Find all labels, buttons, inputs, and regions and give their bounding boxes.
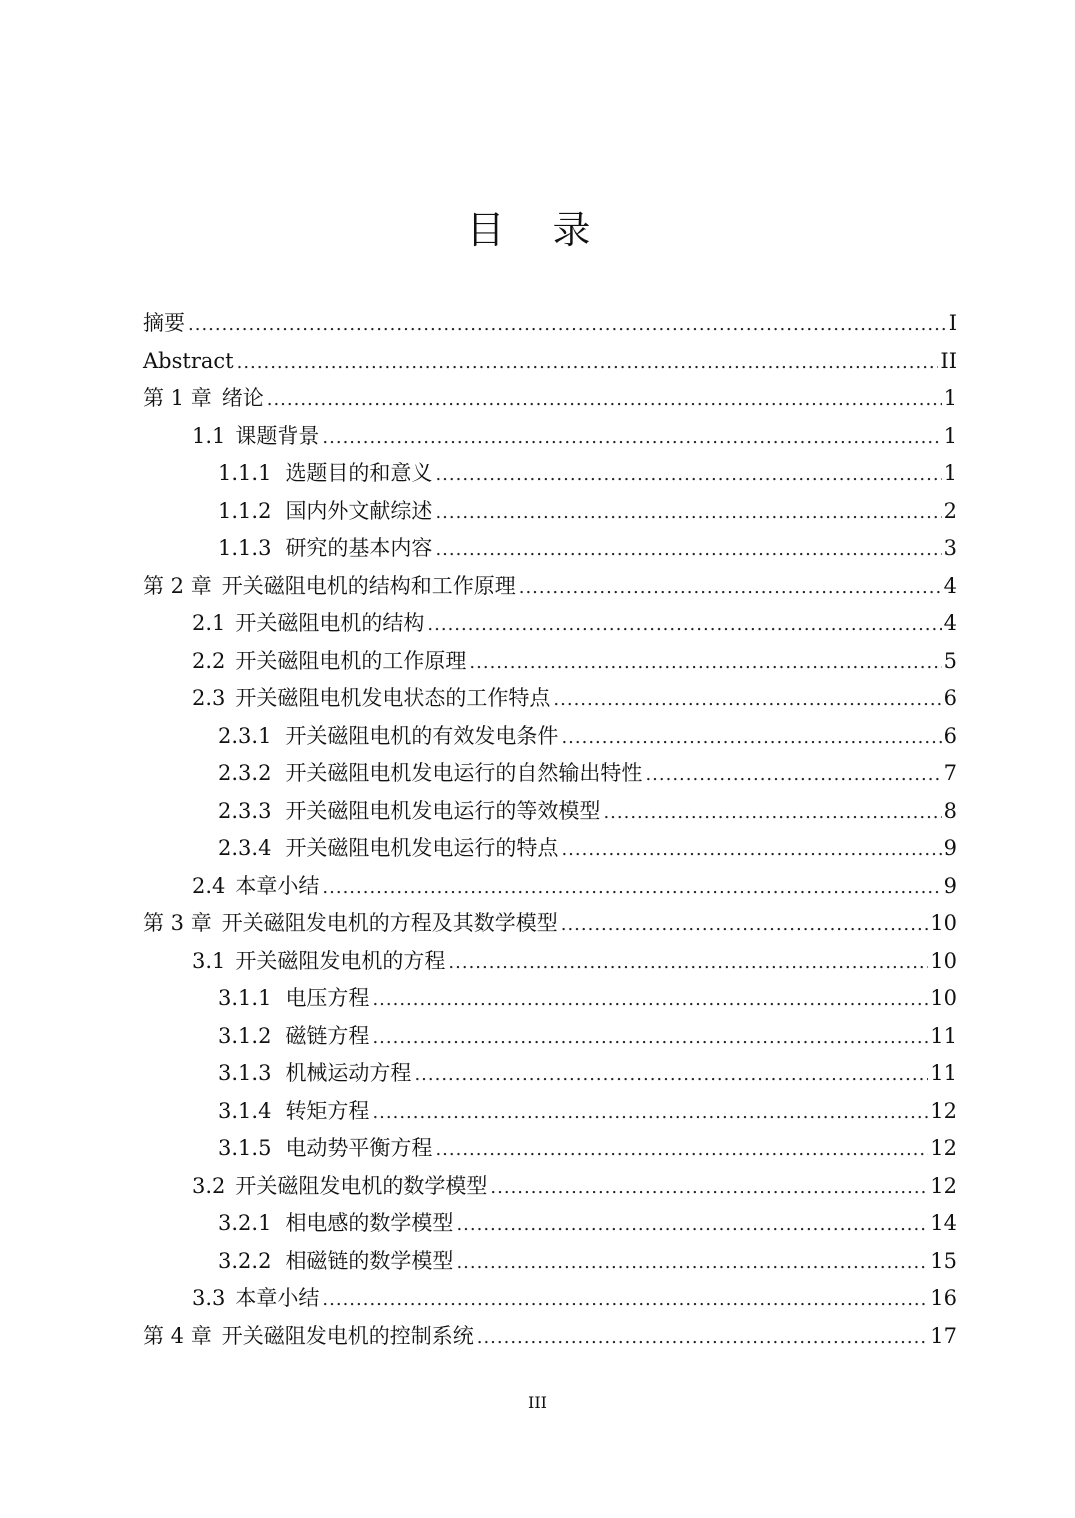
entry-page: 12 [930, 1173, 957, 1198]
dot-leader [456, 1206, 928, 1244]
toc-entry-1-1-3[interactable] [143, 530, 957, 568]
entry-number: 2.3.1 [218, 723, 272, 748]
dot-leader [469, 644, 941, 682]
toc-entry-2-3-2[interactable] [143, 755, 957, 793]
entry-label: 转矩方程 [285, 1098, 370, 1123]
toc-entry-1-1-2[interactable] [143, 493, 957, 531]
dot-leader [414, 1056, 928, 1094]
dot-leader [322, 1281, 928, 1319]
dot-leader [435, 494, 941, 532]
entry-number: 2.3 [192, 686, 226, 710]
entry-page: 12 [930, 1098, 957, 1123]
toc-entry-3-1-5[interactable] [143, 1130, 957, 1168]
entry-page: 14 [930, 1211, 957, 1235]
dot-leader [267, 381, 942, 419]
entry-page: 11 [930, 1061, 957, 1085]
entry-label: 开关磁阻电机发电运行的特点 [285, 836, 559, 860]
dot-leader [237, 344, 939, 382]
entry-label: 开关磁阻电机的有效发电条件 [285, 723, 559, 748]
entry-label: 开关磁阻电机的结构 [235, 611, 425, 635]
entry-label: 开关磁阻发电机的数学模型 [235, 1173, 488, 1198]
dot-leader [372, 1094, 928, 1132]
toc-entry-2-3[interactable] [143, 680, 957, 718]
toc-list [143, 305, 957, 1355]
entry-page: 5 [943, 648, 957, 673]
entry-number: 3.1.2 [218, 1023, 272, 1048]
dot-leader [372, 1019, 928, 1057]
entry-page: II [940, 348, 957, 373]
entry-number: 3.2.1 [218, 1211, 272, 1235]
entry-number: 1.1.1 [218, 461, 272, 485]
entry-page: 9 [943, 836, 957, 860]
entry-number: 3.1.5 [218, 1136, 272, 1160]
toc-entry-chapter-4[interactable] [143, 1318, 957, 1356]
toc-entry-abstract-en[interactable] [143, 343, 957, 381]
toc-entry-2-3-4[interactable] [143, 830, 957, 868]
dot-leader [435, 456, 941, 494]
entry-page: 9 [943, 873, 957, 898]
dot-leader [561, 719, 941, 757]
entry-page: 4 [943, 611, 957, 635]
entry-label: 相电感的数学模型 [285, 1211, 454, 1235]
entry-page: 6 [943, 723, 957, 748]
entry-label: 开关磁阻发电机的方程 [235, 948, 446, 973]
toc-entry-2-4[interactable] [143, 868, 957, 906]
entry-label: 课题背景 [235, 423, 320, 448]
entry-label: 机械运动方程 [285, 1061, 412, 1085]
entry-page: 17 [930, 1323, 957, 1348]
dot-leader [188, 306, 947, 344]
toc-entry-3-2[interactable] [143, 1168, 957, 1206]
footer-page-number: III [528, 1393, 547, 1412]
dot-leader [322, 419, 941, 457]
entry-number: 第 4 章 [143, 1323, 212, 1348]
entry-number: 2.3.3 [218, 798, 272, 823]
entry-page: 10 [930, 911, 957, 935]
entry-page: I [948, 311, 957, 335]
entry-page: 16 [930, 1286, 957, 1310]
entry-page: 4 [943, 573, 957, 598]
entry-page: 15 [930, 1248, 957, 1273]
dot-leader [553, 681, 941, 719]
entry-number: 1.1.3 [218, 536, 272, 560]
entry-page: 1 [943, 386, 957, 410]
entry-label: 研究的基本内容 [285, 536, 433, 560]
toc-entry-chapter-3[interactable] [143, 905, 957, 943]
entry-number: 2.4 [192, 873, 226, 898]
toc-entry-abstract-cn[interactable] [143, 305, 957, 343]
entry-number: 2.1 [192, 611, 226, 635]
dot-leader [456, 1244, 928, 1282]
entry-label: 选题目的和意义 [285, 461, 433, 485]
entry-page: 8 [943, 798, 957, 823]
toc-entry-chapter-2[interactable] [143, 568, 957, 606]
page-title: 目 录 [466, 208, 609, 252]
dot-leader [427, 606, 941, 644]
entry-label: Abstract [143, 348, 234, 373]
entry-number: 3.2.2 [218, 1248, 272, 1273]
entry-number: 2.2 [192, 648, 226, 673]
entry-page: 10 [930, 986, 957, 1010]
toc-entry-3-2-1[interactable] [143, 1205, 957, 1243]
toc-entry-2-2[interactable] [143, 643, 957, 681]
entry-number: 第 3 章 [143, 911, 212, 935]
entry-number: 2.3.2 [218, 761, 272, 785]
toc-entry-1-1-1[interactable] [143, 455, 957, 493]
toc-entry-chapter-1[interactable] [143, 380, 957, 418]
dot-leader [490, 1169, 928, 1207]
dot-leader [435, 1131, 928, 1169]
entry-label: 开关磁阻电机发电状态的工作特点 [235, 686, 551, 710]
entry-page: 1 [943, 461, 957, 485]
entry-label: 摘要 [143, 311, 185, 335]
entry-label: 电动势平衡方程 [285, 1136, 433, 1160]
entry-label: 国内外文献综述 [285, 498, 433, 523]
entry-number: 第 2 章 [143, 573, 212, 598]
entry-number: 3.1.4 [218, 1098, 272, 1123]
toc-entry-2-3-3[interactable] [143, 793, 957, 831]
dot-leader [322, 869, 941, 907]
entry-label: 开关磁阻电机的结构和工作原理 [221, 573, 516, 598]
toc-entry-3-1-2[interactable] [143, 1018, 957, 1056]
dot-leader [603, 794, 941, 832]
toc-entry-1-1[interactable] [143, 418, 957, 456]
entry-number: 3.3 [192, 1286, 226, 1310]
dot-leader [561, 831, 941, 869]
entry-page: 1 [943, 423, 957, 448]
toc-entry-3-2-2[interactable] [143, 1243, 957, 1281]
dot-leader [435, 531, 941, 569]
toc-entry-3-1-3[interactable] [143, 1055, 957, 1093]
entry-label: 电压方程 [285, 986, 370, 1010]
toc-entry-3-1-4[interactable] [143, 1093, 957, 1131]
entry-label: 开关磁阻发电机的方程及其数学模型 [221, 911, 558, 935]
entry-page: 12 [930, 1136, 957, 1160]
entry-number: 3.1.1 [218, 986, 272, 1010]
dot-leader [448, 944, 928, 982]
entry-page: 2 [943, 498, 957, 523]
entry-label: 相磁链的数学模型 [285, 1248, 454, 1273]
toc-entry-2-3-1[interactable] [143, 718, 957, 756]
dot-leader [561, 906, 929, 944]
toc-entry-3-1[interactable] [143, 943, 957, 981]
entry-label: 开关磁阻电机发电运行的等效模型 [285, 798, 601, 823]
entry-label: 磁链方程 [285, 1023, 370, 1048]
toc-entry-2-1[interactable] [143, 605, 957, 643]
entry-label: 绪论 [221, 386, 264, 410]
entry-page: 7 [943, 761, 957, 785]
dot-leader [645, 756, 941, 794]
entry-number: 3.2 [192, 1173, 226, 1198]
toc-entry-3-3[interactable] [143, 1280, 957, 1318]
entry-number: 1.1 [192, 423, 226, 448]
entry-number: 1.1.2 [218, 498, 272, 523]
entry-label: 开关磁阻发电机的控制系统 [221, 1323, 474, 1348]
entry-page: 3 [943, 536, 957, 560]
dot-leader [372, 981, 928, 1019]
entry-number: 3.1.3 [218, 1061, 272, 1085]
entry-label: 开关磁阻电机的工作原理 [235, 648, 467, 673]
entry-number: 2.3.4 [218, 836, 272, 860]
entry-number: 第 1 章 [143, 386, 212, 410]
entry-label: 本章小结 [235, 1286, 320, 1310]
toc-entry-3-1-1[interactable] [143, 980, 957, 1018]
entry-page: 11 [930, 1023, 957, 1048]
dot-leader [477, 1319, 929, 1357]
entry-number: 3.1 [192, 948, 226, 973]
entry-label: 开关磁阻电机发电运行的自然输出特性 [285, 761, 643, 785]
entry-page: 6 [943, 686, 957, 710]
entry-page: 10 [930, 948, 957, 973]
dot-leader [519, 569, 942, 607]
entry-label: 本章小结 [235, 873, 320, 898]
